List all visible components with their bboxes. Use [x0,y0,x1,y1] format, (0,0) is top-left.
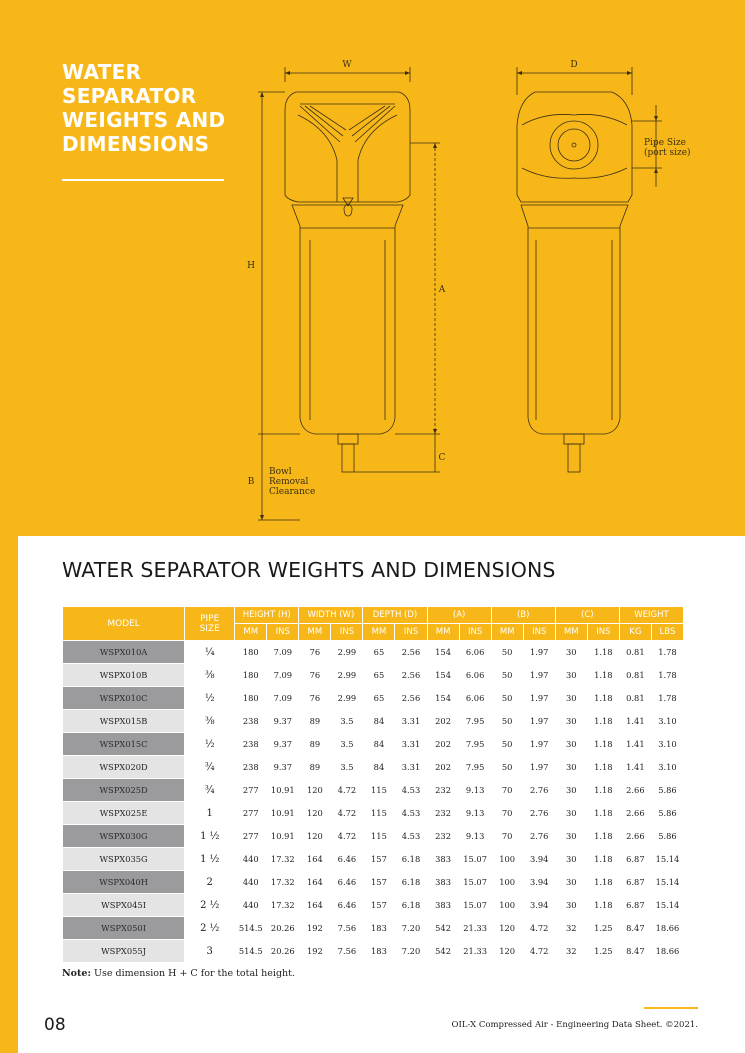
value-cell: 115 [363,825,395,848]
value-cell: 9.37 [267,733,299,756]
value-cell: 120 [299,825,331,848]
value-cell: 6.06 [459,641,491,664]
value-cell: 1.18 [587,871,619,894]
table-note [62,968,295,979]
value-cell: 10.91 [267,779,299,802]
value-cell: 1.18 [587,779,619,802]
value-cell: 1.97 [523,641,555,664]
value-cell: 17.32 [267,871,299,894]
value-cell: 100 [491,848,523,871]
value-cell: 232 [427,802,459,825]
value-cell: 6.06 [459,687,491,710]
value-cell: 21.33 [459,940,491,963]
value-cell: 32 [555,917,587,940]
unit-header: MM [363,624,395,641]
value-cell: 1.18 [587,802,619,825]
value-cell: 2.66 [619,825,651,848]
value-cell: 9.13 [459,825,491,848]
value-cell: 232 [427,825,459,848]
unit-header: MM [555,624,587,641]
value-cell: 1.78 [651,664,683,687]
value-cell: 7.09 [267,641,299,664]
value-cell: 277 [235,802,267,825]
dimension-label-d: D [570,60,578,70]
table-row [63,940,684,963]
value-cell: 1.18 [587,894,619,917]
model-cell: WSPX020D [63,756,185,779]
value-cell: 20.26 [267,940,299,963]
table-row [63,871,684,894]
value-cell: 2.76 [523,825,555,848]
value-cell: 120 [491,917,523,940]
value-cell: 440 [235,848,267,871]
header-row-groups [63,607,684,624]
model-cell: WSPX010A [63,641,185,664]
value-cell: 6.06 [459,664,491,687]
value-cell: 5.86 [651,779,683,802]
value-cell: 10.91 [267,802,299,825]
value-cell: 17.32 [267,848,299,871]
value-cell: 277 [235,825,267,848]
value-cell: 1.97 [523,687,555,710]
value-cell: 2.99 [331,687,363,710]
value-cell: 9.13 [459,779,491,802]
value-cell: 6.46 [331,871,363,894]
value-cell: 1.18 [587,825,619,848]
value-cell: 440 [235,871,267,894]
unit-header: MM [427,624,459,641]
pipe-size-cell: ½ [185,733,235,756]
value-cell: 1.78 [651,641,683,664]
unit-header: INS [523,624,555,641]
value-cell: 100 [491,871,523,894]
pipe-size-cell: ⅜ [185,664,235,687]
pipe-size-cell: ½ [185,687,235,710]
table-row [63,664,684,687]
model-cell: WSPX025E [63,802,185,825]
pipe-size-cell: 1 [185,802,235,825]
table-row [63,641,684,664]
value-cell: 32 [555,940,587,963]
value-cell: 157 [363,894,395,917]
value-cell: 8.47 [619,940,651,963]
value-cell: 15.14 [651,848,683,871]
value-cell: 21.33 [459,917,491,940]
value-cell: 202 [427,756,459,779]
value-cell: 6.18 [395,871,427,894]
hero-title-line: DIMENSIONS [62,132,210,156]
value-cell: 3.10 [651,733,683,756]
value-cell: 84 [363,733,395,756]
footer-divider [644,1007,698,1009]
value-cell: 183 [363,940,395,963]
pipe-size-cell: 3 [185,940,235,963]
table-row [63,710,684,733]
value-cell: 15.14 [651,871,683,894]
value-cell: 3.31 [395,733,427,756]
value-cell: 2.99 [331,664,363,687]
value-cell: 7.95 [459,710,491,733]
value-cell: 3.31 [395,710,427,733]
value-cell: 50 [491,756,523,779]
value-cell: 1.78 [651,687,683,710]
column-header-pipe-size [185,607,235,641]
value-cell: 232 [427,779,459,802]
unit-header: MM [491,624,523,641]
value-cell: 30 [555,871,587,894]
value-cell: 202 [427,710,459,733]
value-cell: 3.10 [651,710,683,733]
value-cell: 4.53 [395,825,427,848]
model-cell: WSPX050I [63,917,185,940]
value-cell: 1.18 [587,710,619,733]
value-cell: 30 [555,641,587,664]
value-cell: 238 [235,756,267,779]
value-cell: 4.72 [523,917,555,940]
value-cell: 383 [427,848,459,871]
value-cell: 100 [491,894,523,917]
value-cell: 120 [491,940,523,963]
table-row [63,894,684,917]
pipe-size-cell: 1 ½ [185,825,235,848]
value-cell: 6.87 [619,871,651,894]
column-group-width: WIDTH (W) [299,607,363,624]
value-cell: 180 [235,687,267,710]
table-row [63,848,684,871]
left-accent-strip [0,536,18,1053]
value-cell: 1.18 [587,641,619,664]
table-row [63,687,684,710]
value-cell: 2.56 [395,687,427,710]
value-cell: 30 [555,756,587,779]
value-cell: 1.41 [619,756,651,779]
value-cell: 115 [363,802,395,825]
value-cell: 440 [235,894,267,917]
table-row [63,756,684,779]
bowl-clearance-label: Bowl [269,467,292,477]
unit-header: MM [299,624,331,641]
value-cell: 70 [491,802,523,825]
value-cell: 84 [363,756,395,779]
dimension-label-b: B [247,477,255,487]
pipe-size-cell: 1 ½ [185,848,235,871]
unit-header: MM [235,624,267,641]
value-cell: 1.97 [523,664,555,687]
table-row [63,917,684,940]
value-cell: 50 [491,687,523,710]
unit-header: INS [267,624,299,641]
value-cell: 2.99 [331,641,363,664]
value-cell: 9.37 [267,710,299,733]
model-cell: WSPX015C [63,733,185,756]
unit-header: INS [331,624,363,641]
value-cell: 18.66 [651,917,683,940]
value-cell: 4.72 [331,802,363,825]
value-cell: 17.32 [267,894,299,917]
value-cell: 2.76 [523,779,555,802]
value-cell: 164 [299,894,331,917]
unit-header: KG [619,624,651,641]
value-cell: 30 [555,733,587,756]
value-cell: 70 [491,825,523,848]
column-header-model: MODEL [63,607,185,641]
value-cell: 15.07 [459,848,491,871]
value-cell: 50 [491,664,523,687]
value-cell: 30 [555,894,587,917]
value-cell: 1.18 [587,733,619,756]
hero-title-line: WATER [62,60,142,84]
value-cell: 65 [363,687,395,710]
value-cell: 180 [235,664,267,687]
value-cell: 20.26 [267,917,299,940]
section-title: WATER SEPARATOR WEIGHTS AND DIMENSIONS [62,558,556,582]
model-cell: WSPX015B [63,710,185,733]
pipe-header-line: PIPE [200,613,220,624]
model-cell: WSPX010C [63,687,185,710]
value-cell: 10.91 [267,825,299,848]
value-cell: 1.97 [523,733,555,756]
note-text: Use dimension H + C for the total height. [90,968,295,979]
value-cell: 30 [555,779,587,802]
unit-header: INS [587,624,619,641]
footer-text: OIL-X Compressed Air - Engineering Data Sheet. ©2021. [451,1020,698,1030]
pipe-size-cell: ⅜ [185,710,235,733]
value-cell: 383 [427,871,459,894]
value-cell: 1.25 [587,917,619,940]
hero-title-line: SEPARATOR [62,84,197,108]
dimension-label-c: C [438,453,446,463]
value-cell: 30 [555,664,587,687]
value-cell: 70 [491,779,523,802]
value-cell: 0.81 [619,687,651,710]
value-cell: 7.56 [331,940,363,963]
value-cell: 277 [235,779,267,802]
value-cell: 7.95 [459,733,491,756]
value-cell: 542 [427,940,459,963]
value-cell: 5.86 [651,825,683,848]
column-group-height: HEIGHT (H) [235,607,299,624]
value-cell: 202 [427,733,459,756]
bowl-clearance-label: Removal [269,477,309,487]
value-cell: 1.18 [587,664,619,687]
value-cell: 157 [363,848,395,871]
pipe-size-label: Pipe Size [644,138,686,148]
value-cell: 1.25 [587,940,619,963]
pipe-size-cell: 2 ½ [185,917,235,940]
value-cell: 542 [427,917,459,940]
value-cell: 3.5 [331,733,363,756]
value-cell: 3.31 [395,756,427,779]
value-cell: 0.81 [619,641,651,664]
value-cell: 157 [363,871,395,894]
value-cell: 4.72 [331,779,363,802]
value-cell: 3.10 [651,756,683,779]
value-cell: 2.56 [395,641,427,664]
value-cell: 4.72 [523,940,555,963]
model-cell: WSPX040H [63,871,185,894]
note-label: Note: [62,968,91,979]
column-group-depth: DEPTH (D) [363,607,427,624]
dimension-label-w: W [342,60,352,70]
value-cell: 120 [299,802,331,825]
value-cell: 120 [299,779,331,802]
value-cell: 183 [363,917,395,940]
value-cell: 238 [235,710,267,733]
value-cell: 30 [555,848,587,871]
value-cell: 514.5 [235,940,267,963]
value-cell: 1.18 [587,848,619,871]
value-cell: 7.56 [331,917,363,940]
bowl-clearance-label: Clearance [269,487,316,497]
value-cell: 383 [427,894,459,917]
value-cell: 238 [235,733,267,756]
value-cell: 1.97 [523,710,555,733]
value-cell: 9.13 [459,802,491,825]
value-cell: 30 [555,687,587,710]
value-cell: 1.41 [619,710,651,733]
column-group-b: (B) [491,607,555,624]
value-cell: 6.18 [395,894,427,917]
value-cell: 84 [363,710,395,733]
value-cell: 3.94 [523,894,555,917]
value-cell: 7.09 [267,664,299,687]
value-cell: 50 [491,641,523,664]
value-cell: 6.87 [619,848,651,871]
pipe-size-cell: 2 ½ [185,894,235,917]
value-cell: 30 [555,802,587,825]
dimension-label-h: H [247,261,255,271]
pipe-size-cell: ¾ [185,756,235,779]
table-row [63,733,684,756]
value-cell: 7.95 [459,756,491,779]
value-cell: 65 [363,664,395,687]
model-cell: WSPX045I [63,894,185,917]
column-group-a: (A) [427,607,491,624]
value-cell: 4.72 [331,825,363,848]
value-cell: 192 [299,917,331,940]
value-cell: 1.97 [523,756,555,779]
value-cell: 6.46 [331,848,363,871]
value-cell: 154 [427,641,459,664]
value-cell: 15.07 [459,894,491,917]
model-cell: WSPX030G [63,825,185,848]
value-cell: 8.47 [619,917,651,940]
value-cell: 18.66 [651,940,683,963]
table-row [63,825,684,848]
pipe-size-cell: 2 [185,871,235,894]
value-cell: 180 [235,641,267,664]
value-cell: 76 [299,641,331,664]
unit-header: INS [395,624,427,641]
value-cell: 3.5 [331,756,363,779]
value-cell: 2.56 [395,664,427,687]
pipe-size-cell: ¾ [185,779,235,802]
value-cell: 6.87 [619,894,651,917]
value-cell: 115 [363,779,395,802]
value-cell: 15.07 [459,871,491,894]
value-cell: 30 [555,825,587,848]
value-cell: 154 [427,687,459,710]
value-cell: 4.53 [395,779,427,802]
value-cell: 2.66 [619,802,651,825]
value-cell: 164 [299,871,331,894]
value-cell: 89 [299,733,331,756]
value-cell: 1.18 [587,756,619,779]
value-cell: 76 [299,687,331,710]
value-cell: 1.41 [619,733,651,756]
value-cell: 3.5 [331,710,363,733]
value-cell: 164 [299,848,331,871]
table-body [63,641,684,963]
value-cell: 2.66 [619,779,651,802]
value-cell: 1.18 [587,687,619,710]
value-cell: 6.46 [331,894,363,917]
value-cell: 89 [299,756,331,779]
value-cell: 89 [299,710,331,733]
unit-header: LBS [651,624,683,641]
dimensions-table [62,606,684,963]
model-cell: WSPX025D [63,779,185,802]
value-cell: 9.37 [267,756,299,779]
value-cell: 30 [555,710,587,733]
value-cell: 50 [491,710,523,733]
value-cell: 514.5 [235,917,267,940]
dimension-label-a: A [438,285,446,295]
page-number: 08 [44,1015,66,1035]
model-cell: WSPX055J [63,940,185,963]
column-group-weight: WEIGHT [619,607,683,624]
value-cell: 3.94 [523,871,555,894]
value-cell: 154 [427,664,459,687]
value-cell: 5.86 [651,802,683,825]
value-cell: 0.81 [619,664,651,687]
value-cell: 6.18 [395,848,427,871]
value-cell: 76 [299,664,331,687]
model-cell: WSPX010B [63,664,185,687]
value-cell: 7.20 [395,917,427,940]
value-cell: 3.94 [523,848,555,871]
pipe-size-cell: ¼ [185,641,235,664]
value-cell: 2.76 [523,802,555,825]
value-cell: 192 [299,940,331,963]
pipe-size-label: (port size) [644,148,691,158]
value-cell: 7.09 [267,687,299,710]
model-cell: WSPX035G [63,848,185,871]
unit-header: INS [459,624,491,641]
value-cell: 50 [491,733,523,756]
value-cell: 7.20 [395,940,427,963]
column-group-c: (C) [555,607,619,624]
table-row [63,779,684,802]
value-cell: 65 [363,641,395,664]
table-row [63,802,684,825]
value-cell: 4.53 [395,802,427,825]
pipe-header-line: SIZE [199,623,220,634]
hero-title-line: WEIGHTS AND [62,108,226,132]
value-cell: 15.14 [651,894,683,917]
